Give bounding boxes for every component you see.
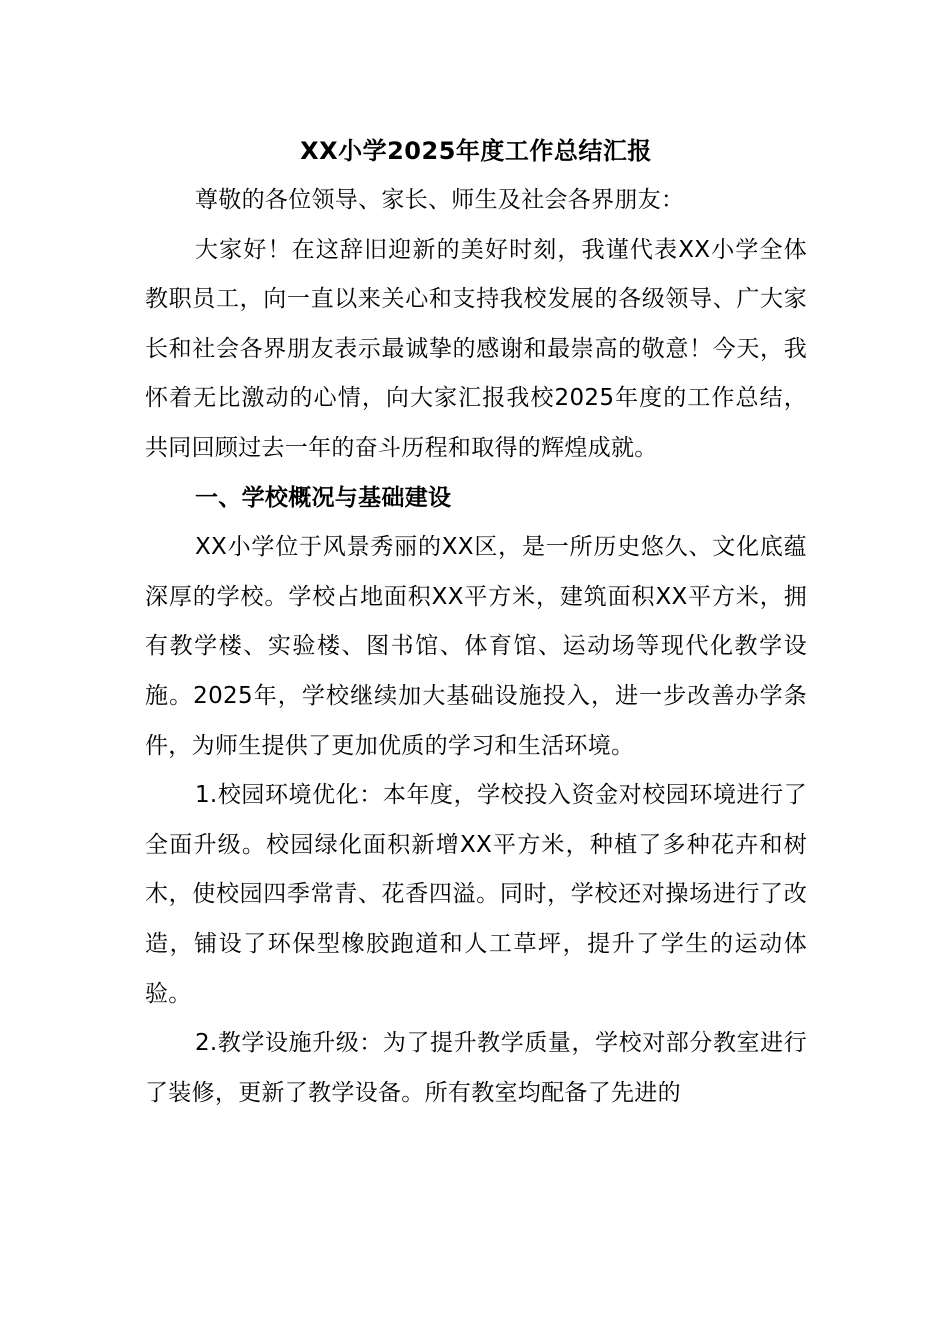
intro-paragraph: 大家好！在这辞旧迎新的美好时刻，我谨代表XX小学全体教职员工，向一直以来关心和支持我校发展的各级领导、广大家长和社会各界朋友表示最诚挚的感谢和最崇高的敬意！今天，我怀着无比激动的心情，向大家汇报我校2025年度的工作总结，共同回顾过去一年的奋斗历程和取得的辉煌成就。 <box>145 236 807 461</box>
section-1-paragraph: XX小学位于风景秀丽的XX区，是一所历史悠久、文化底蕴深厚的学校。学校占地面积XX平方米，建筑面积XX平方米，拥有教学楼、实验楼、图书馆、体育馆、运动场等现代化教学设施。2025年，学校继续加大基础设施投入，进一步改善办学条件，为师生提供了更加优质的学习和生活环境。 <box>145 534 807 759</box>
document-page <box>145 126 807 1118</box>
section-heading-1: 一、学校概况与基础建设 <box>195 484 452 511</box>
list-item-teaching-facilities: 2.教学设施升级：为了提升教学质量，学校对部分教室进行了装修，更新了教学设备。所有教室均配备了先进的 <box>145 1030 807 1106</box>
list-item-campus-environment: 1.校园环境优化：本年度，学校投入资金对校园环境进行了全面升级。校园绿化面积新增XX平方米，种植了多种花卉和树木，使校园四季常青、花香四溢。同时，学校还对操场进行了改造，铺设了环保型橡胶跑道和人工草坪，提升了学生的运动体验。 <box>145 782 807 1007</box>
document-title: XX小学2025年度工作总结汇报 <box>300 137 652 165</box>
salutation: 尊敬的各位领导、家长、师生及社会各界朋友： <box>195 187 685 213</box>
